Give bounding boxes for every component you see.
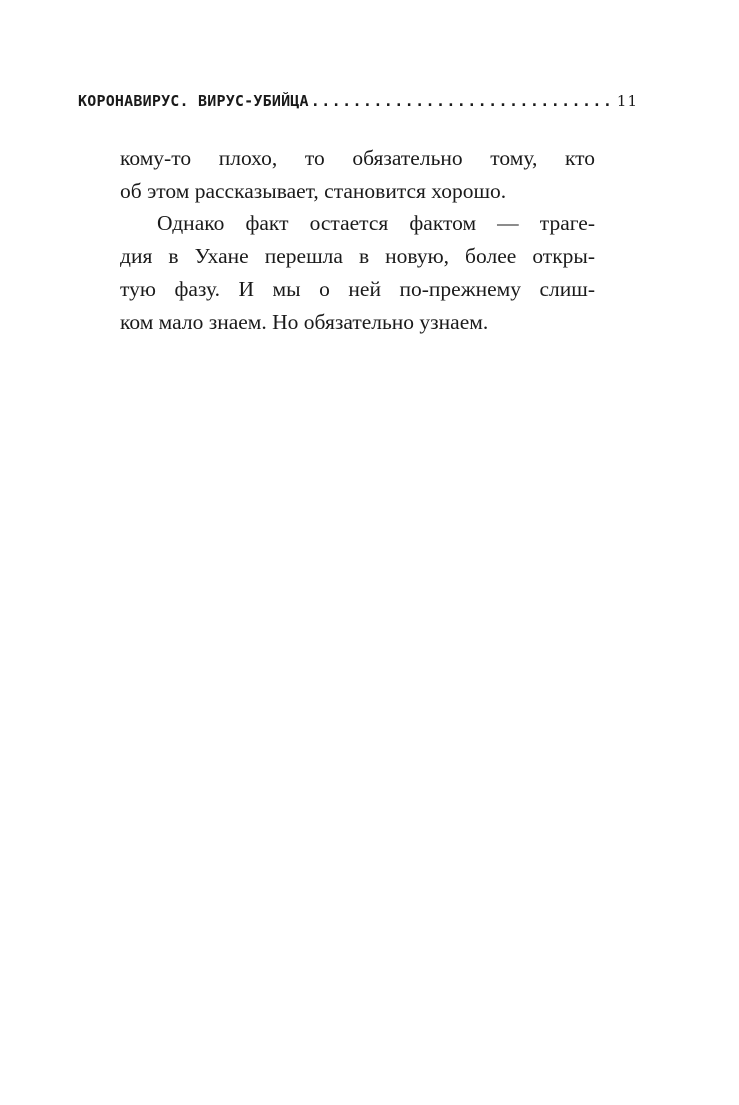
paragraph-first-line: Однако факт остается фактом — траге- — [157, 211, 595, 236]
running-head — [78, 92, 638, 110]
body-text — [120, 142, 595, 338]
text-line: об этом рассказывает, становится хорошо. — [120, 178, 507, 203]
text-line: тую фазу. И мы о ней по-прежнему слиш- — [120, 276, 595, 301]
running-head-title: КОРОНАВИРУС. ВИРУС-УБИЙЦА — [78, 92, 309, 110]
text-line: кому-то плохо, то обязательно тому, кто — [120, 146, 595, 170]
dot-leader — [311, 92, 615, 110]
text-line: дия в Ухане перешла в новую, более откры- — [120, 244, 595, 269]
text-line: ком мало знаем. Но обязательно узнаем. — [120, 309, 489, 334]
page-number: 11 — [616, 92, 638, 110]
